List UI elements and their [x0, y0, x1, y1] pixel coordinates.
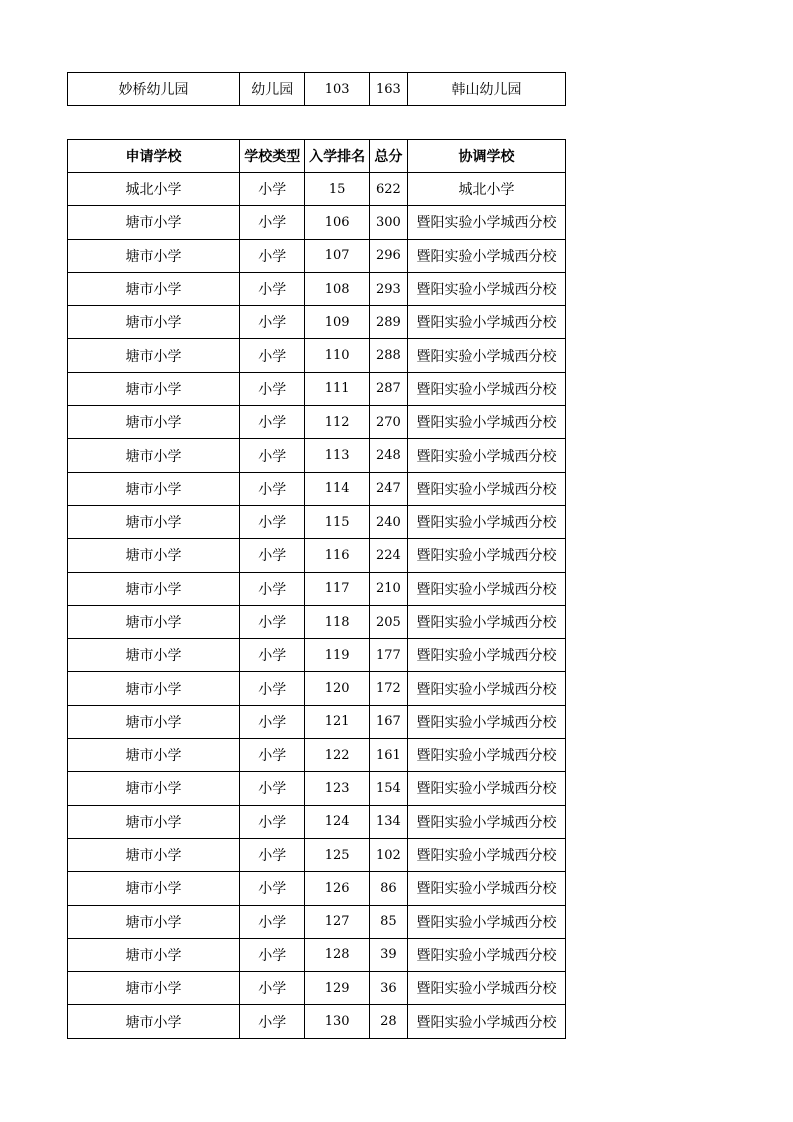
applied-school-cell: 城北小学	[68, 173, 240, 206]
table-row	[68, 372, 566, 405]
total-score-cell: 172	[369, 672, 407, 705]
assigned-school-cell: 暨阳实验小学城西分校	[408, 1005, 566, 1038]
total-score-cell: 36	[369, 972, 407, 1005]
school-type-cell: 小学	[240, 439, 305, 472]
total-score-cell: 289	[369, 306, 407, 339]
school-type-cell: 小学	[240, 838, 305, 871]
table-row	[68, 639, 566, 672]
header-applied-school: 申请学校	[68, 140, 240, 173]
total-score-cell: 622	[369, 173, 407, 206]
total-score-cell: 167	[369, 705, 407, 738]
assigned-school-cell: 暨阳实验小学城西分校	[408, 406, 566, 439]
table-row	[68, 672, 566, 705]
total-score-cell: 300	[369, 206, 407, 239]
total-score-cell: 293	[369, 272, 407, 305]
school-type-cell: 小学	[240, 872, 305, 905]
enrollment-rank-cell: 130	[305, 1005, 369, 1038]
total-score-cell: 288	[369, 339, 407, 372]
school-type-cell: 幼儿园	[240, 73, 305, 106]
table-row	[68, 272, 566, 305]
assigned-school-cell: 暨阳实验小学城西分校	[408, 239, 566, 272]
assigned-school-cell: 暨阳实验小学城西分校	[408, 972, 566, 1005]
school-type-cell: 小学	[240, 339, 305, 372]
previous-page-row-table	[67, 72, 566, 106]
assigned-school-cell: 暨阳实验小学城西分校	[408, 705, 566, 738]
enrollment-rank-cell: 110	[305, 339, 369, 372]
total-score-cell: 296	[369, 239, 407, 272]
school-type-cell: 小学	[240, 406, 305, 439]
school-type-cell: 小学	[240, 739, 305, 772]
total-score-cell: 247	[369, 472, 407, 505]
assigned-school-cell: 暨阳实验小学城西分校	[408, 472, 566, 505]
total-score-cell: 163	[369, 73, 407, 106]
applied-school-cell: 塘市小学	[68, 639, 240, 672]
total-score-cell: 86	[369, 872, 407, 905]
applied-school-cell: 塘市小学	[68, 972, 240, 1005]
table-row	[68, 406, 566, 439]
applied-school-cell: 塘市小学	[68, 239, 240, 272]
enrollment-rank-cell: 122	[305, 739, 369, 772]
table-row	[68, 838, 566, 871]
enrollment-rank-cell: 124	[305, 805, 369, 838]
enrollment-rank-cell: 114	[305, 472, 369, 505]
assigned-school-cell: 暨阳实验小学城西分校	[408, 605, 566, 638]
school-type-cell: 小学	[240, 306, 305, 339]
assigned-school-cell: 暨阳实验小学城西分校	[408, 938, 566, 971]
enrollment-rank-cell: 117	[305, 572, 369, 605]
school-type-cell: 小学	[240, 472, 305, 505]
table-body	[68, 173, 566, 1039]
total-score-cell: 85	[369, 905, 407, 938]
school-type-cell: 小学	[240, 805, 305, 838]
table-row	[68, 705, 566, 738]
table-row	[68, 306, 566, 339]
table-row	[68, 938, 566, 971]
applied-school-cell: 塘市小学	[68, 572, 240, 605]
table-row	[68, 772, 566, 805]
school-type-cell: 小学	[240, 539, 305, 572]
school-type-cell: 小学	[240, 272, 305, 305]
assigned-school-cell: 暨阳实验小学城西分校	[408, 905, 566, 938]
assigned-school-cell: 韩山幼儿园	[408, 73, 566, 106]
school-type-cell: 小学	[240, 705, 305, 738]
table-row	[68, 972, 566, 1005]
assigned-school-cell: 暨阳实验小学城西分校	[408, 739, 566, 772]
enrollment-rank-cell: 112	[305, 406, 369, 439]
school-type-cell: 小学	[240, 639, 305, 672]
school-type-cell: 小学	[240, 173, 305, 206]
total-score-cell: 177	[369, 639, 407, 672]
table-row	[68, 505, 566, 538]
total-score-cell: 28	[369, 1005, 407, 1038]
table-row	[68, 1005, 566, 1038]
enrollment-rank-cell: 118	[305, 605, 369, 638]
total-score-cell: 287	[369, 372, 407, 405]
assigned-school-cell: 暨阳实验小学城西分校	[408, 339, 566, 372]
enrollment-rank-cell: 127	[305, 905, 369, 938]
table-row	[68, 572, 566, 605]
table-header-row	[68, 140, 566, 173]
table-row	[68, 439, 566, 472]
total-score-cell: 205	[369, 605, 407, 638]
applied-school-cell: 塘市小学	[68, 272, 240, 305]
enrollment-rank-cell: 103	[305, 73, 369, 106]
school-type-cell: 小学	[240, 672, 305, 705]
table-row	[68, 739, 566, 772]
assigned-school-cell: 暨阳实验小学城西分校	[408, 439, 566, 472]
applied-school-cell: 塘市小学	[68, 406, 240, 439]
table-row	[68, 472, 566, 505]
table-row	[68, 805, 566, 838]
assigned-school-cell: 暨阳实验小学城西分校	[408, 539, 566, 572]
enrollment-rank-cell: 109	[305, 306, 369, 339]
table-row	[68, 206, 566, 239]
header-assigned-school: 协调学校	[408, 140, 566, 173]
assigned-school-cell: 暨阳实验小学城西分校	[408, 306, 566, 339]
assigned-school-cell: 暨阳实验小学城西分校	[408, 639, 566, 672]
assigned-school-cell: 暨阳实验小学城西分校	[408, 805, 566, 838]
applied-school-cell: 塘市小学	[68, 539, 240, 572]
table-row	[68, 605, 566, 638]
table-row	[68, 173, 566, 206]
enrollment-rank-cell: 111	[305, 372, 369, 405]
header-enrollment-rank: 入学排名	[305, 140, 369, 173]
applied-school-cell: 塘市小学	[68, 439, 240, 472]
enrollment-rank-cell: 107	[305, 239, 369, 272]
total-score-cell: 39	[369, 938, 407, 971]
school-type-cell: 小学	[240, 372, 305, 405]
enrollment-rank-cell: 129	[305, 972, 369, 1005]
applied-school-cell: 塘市小学	[68, 505, 240, 538]
total-score-cell: 161	[369, 739, 407, 772]
table-row	[68, 239, 566, 272]
enrollment-rank-cell: 119	[305, 639, 369, 672]
enrollment-rank-cell: 126	[305, 872, 369, 905]
assigned-school-cell: 暨阳实验小学城西分校	[408, 505, 566, 538]
school-type-cell: 小学	[240, 206, 305, 239]
table-row	[68, 539, 566, 572]
table-row	[68, 872, 566, 905]
table-row	[68, 73, 566, 106]
enrollment-rank-cell: 116	[305, 539, 369, 572]
total-score-cell: 248	[369, 439, 407, 472]
school-type-cell: 小学	[240, 239, 305, 272]
table-row	[68, 905, 566, 938]
enrollment-rank-cell: 106	[305, 206, 369, 239]
enrollment-rank-cell: 108	[305, 272, 369, 305]
school-type-cell: 小学	[240, 938, 305, 971]
header-total-score: 总分	[369, 140, 407, 173]
enrollment-rank-cell: 123	[305, 772, 369, 805]
applied-school-cell: 塘市小学	[68, 339, 240, 372]
table-row	[68, 339, 566, 372]
enrollment-rank-cell: 121	[305, 705, 369, 738]
applied-school-cell: 塘市小学	[68, 739, 240, 772]
applied-school-cell: 塘市小学	[68, 1005, 240, 1038]
assigned-school-cell: 暨阳实验小学城西分校	[408, 672, 566, 705]
enrollment-rank-cell: 113	[305, 439, 369, 472]
school-type-cell: 小学	[240, 605, 305, 638]
applied-school-cell: 塘市小学	[68, 805, 240, 838]
total-score-cell: 270	[369, 406, 407, 439]
applied-school-cell: 塘市小学	[68, 372, 240, 405]
applied-school-cell: 塘市小学	[68, 872, 240, 905]
total-score-cell: 102	[369, 838, 407, 871]
enrollment-rank-cell: 125	[305, 838, 369, 871]
header-school-type: 学校类型	[240, 140, 305, 173]
enrollment-rank-cell: 115	[305, 505, 369, 538]
total-score-cell: 154	[369, 772, 407, 805]
assigned-school-cell: 暨阳实验小学城西分校	[408, 572, 566, 605]
enrollment-rank-cell: 120	[305, 672, 369, 705]
enrollment-rank-cell: 15	[305, 173, 369, 206]
applied-school-cell: 塘市小学	[68, 306, 240, 339]
assigned-school-cell: 暨阳实验小学城西分校	[408, 206, 566, 239]
school-type-cell: 小学	[240, 905, 305, 938]
applied-school-cell: 塘市小学	[68, 605, 240, 638]
total-score-cell: 240	[369, 505, 407, 538]
school-type-cell: 小学	[240, 972, 305, 1005]
assigned-school-cell: 城北小学	[408, 173, 566, 206]
applied-school-cell: 塘市小学	[68, 938, 240, 971]
assigned-school-cell: 暨阳实验小学城西分校	[408, 872, 566, 905]
assigned-school-cell: 暨阳实验小学城西分校	[408, 838, 566, 871]
school-type-cell: 小学	[240, 572, 305, 605]
total-score-cell: 210	[369, 572, 407, 605]
total-score-cell: 224	[369, 539, 407, 572]
assigned-school-cell: 暨阳实验小学城西分校	[408, 372, 566, 405]
applied-school-cell: 妙桥幼儿园	[68, 73, 240, 106]
assigned-school-cell: 暨阳实验小学城西分校	[408, 772, 566, 805]
applied-school-cell: 塘市小学	[68, 772, 240, 805]
enrollment-rank-cell: 128	[305, 938, 369, 971]
school-type-cell: 小学	[240, 772, 305, 805]
school-type-cell: 小学	[240, 1005, 305, 1038]
assigned-school-cell: 暨阳实验小学城西分校	[408, 272, 566, 305]
applied-school-cell: 塘市小学	[68, 672, 240, 705]
applied-school-cell: 塘市小学	[68, 838, 240, 871]
school-type-cell: 小学	[240, 505, 305, 538]
applied-school-cell: 塘市小学	[68, 206, 240, 239]
allocation-table	[67, 139, 566, 1039]
applied-school-cell: 塘市小学	[68, 472, 240, 505]
applied-school-cell: 塘市小学	[68, 705, 240, 738]
applied-school-cell: 塘市小学	[68, 905, 240, 938]
total-score-cell: 134	[369, 805, 407, 838]
